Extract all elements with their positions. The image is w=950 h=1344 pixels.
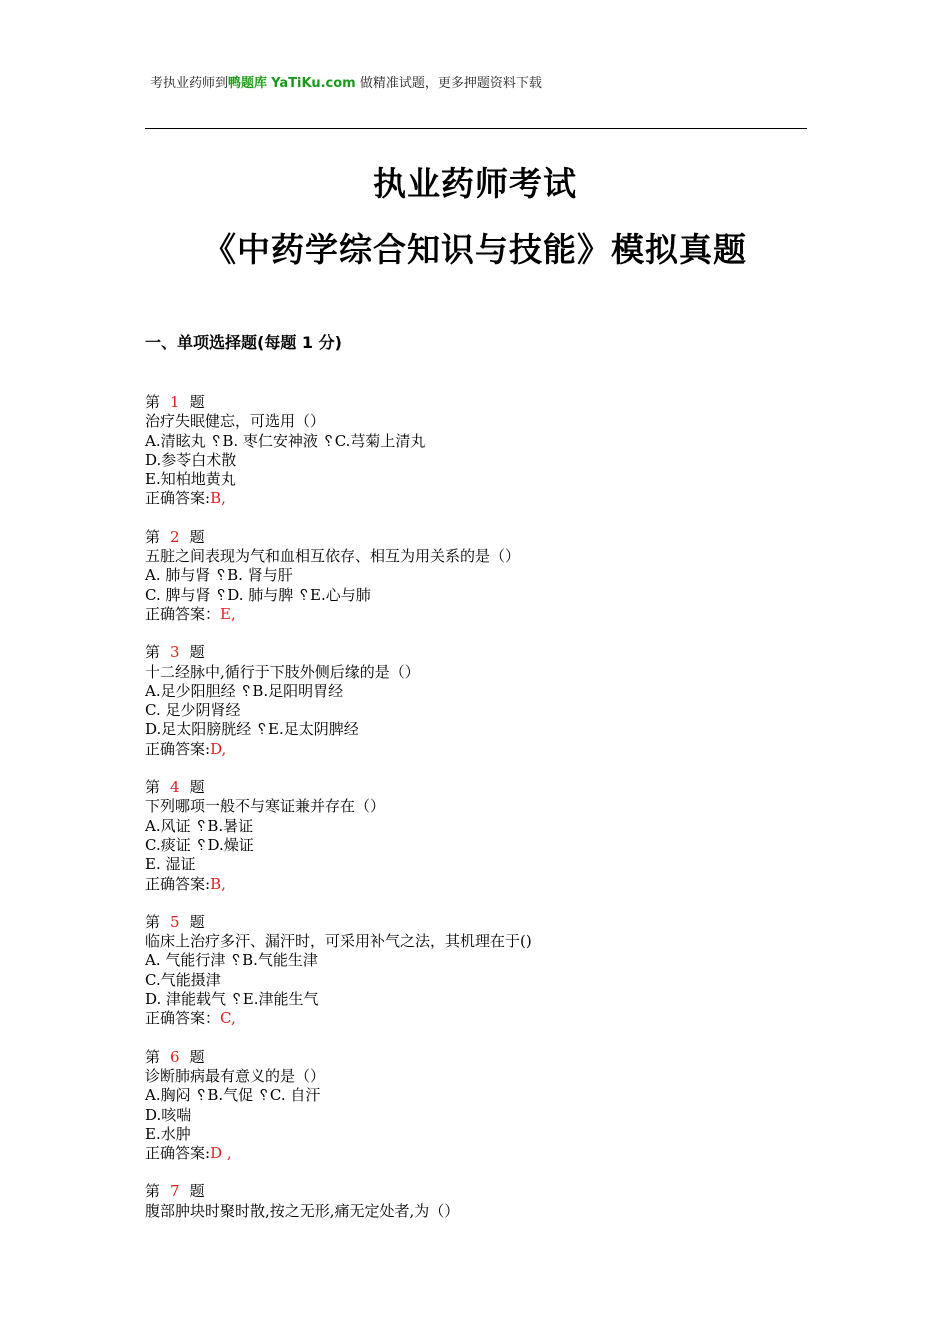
- option-line: A.风证 ␦B.暑证: [145, 816, 254, 835]
- question-number-suffix: 题: [189, 643, 205, 662]
- question-number-prefix: 第: [145, 393, 161, 411]
- question-number-prefix: 第: [145, 1047, 161, 1066]
- question-item: [145, 643, 805, 759]
- document-subtitle: 《中药学综合知识与技能》模拟真题: [203, 230, 747, 269]
- question-number: 4: [170, 778, 180, 797]
- question-item: [145, 778, 805, 894]
- question-number-suffix: 题: [189, 393, 205, 411]
- answer-line: [145, 740, 805, 759]
- question-number-line: [145, 643, 805, 662]
- question-number-line: [145, 1048, 805, 1067]
- question-stem: 临床上治疗多汗、漏汗时，可采用补气之法，其机理在于(): [145, 932, 532, 951]
- question-list: [145, 393, 805, 1240]
- answer-value: E,: [220, 604, 236, 623]
- answer-label: 正确答案:: [145, 1144, 211, 1163]
- question-number-prefix: 第: [145, 912, 161, 931]
- question-number-line: [145, 778, 805, 797]
- question-number: 2: [170, 527, 180, 546]
- option-line: D.咳喘: [145, 1105, 192, 1124]
- question-number-suffix: 题: [189, 1047, 205, 1066]
- question-number-suffix: 题: [189, 912, 205, 931]
- question-number-line: [145, 913, 805, 932]
- question-number-prefix: 第: [145, 527, 161, 546]
- question-item: [145, 913, 805, 1029]
- answer-label: 正确答案：: [145, 1009, 221, 1028]
- answer-value: D ,: [210, 1144, 232, 1163]
- answer-value: D,: [210, 739, 227, 758]
- question-number-suffix: 题: [189, 1182, 205, 1201]
- header-brand: 鸭题库: [228, 76, 268, 91]
- answer-line: [145, 605, 805, 624]
- option-line: A. 气能行津 ␦B.气能生津: [145, 951, 318, 970]
- question-number-line: [145, 528, 805, 547]
- question-stem: 十二经脉中,循行于下肢外侧后缘的是（）: [145, 662, 420, 681]
- answer-line: [145, 875, 805, 894]
- option-line: D.参苓白术散: [145, 450, 237, 469]
- question-number-line: [145, 393, 805, 412]
- question-number: 7: [170, 1182, 180, 1201]
- question-number-suffix: 题: [189, 527, 205, 546]
- option-line: C.气能摄津: [145, 970, 221, 989]
- document-title: 执业药师考试: [373, 164, 577, 203]
- header-prefix: 考执业药师到: [150, 76, 229, 91]
- option-line: E.水肿: [145, 1124, 191, 1143]
- question-number-prefix: 第: [145, 778, 161, 797]
- header-suffix: 做精准试题，更多押题资料下载: [359, 76, 542, 91]
- section-heading: 一、单项选择题(每题 1 分): [145, 333, 342, 352]
- question-item: [145, 528, 805, 624]
- question-item: [145, 1182, 805, 1221]
- option-line: C.痰证 ␦D.燥证: [145, 835, 254, 854]
- question-number-line: [145, 1182, 805, 1201]
- option-line: C. 足少阴肾经: [145, 701, 241, 720]
- option-line: E. 湿证: [145, 855, 196, 874]
- option-line: E.知柏地黄丸: [145, 470, 236, 489]
- option-line: D.足太阳膀胱经 ␦E.足太阴脾经: [145, 720, 359, 739]
- question-number-prefix: 第: [145, 643, 161, 662]
- question-stem: 下列哪项一般不与寒证兼并存在（）: [145, 797, 386, 816]
- option-line: D. 津能载气 ␦E.津能生气: [145, 990, 319, 1009]
- question-item: [145, 393, 805, 509]
- question-number-suffix: 题: [189, 778, 205, 797]
- answer-line: [145, 489, 805, 508]
- header-divider: [145, 128, 807, 129]
- question-item: [145, 1048, 805, 1164]
- answer-value: B,: [210, 874, 226, 893]
- answer-line: [145, 1144, 805, 1163]
- answer-line: [145, 1009, 805, 1028]
- question-number: 1: [170, 393, 180, 411]
- answer-label: 正确答案:: [145, 489, 211, 508]
- answer-value: B,: [210, 489, 226, 508]
- answer-value: C,: [220, 1009, 236, 1028]
- question-number: 3: [170, 643, 180, 662]
- answer-label: 正确答案：: [145, 604, 221, 623]
- option-line: A. 肺与肾 ␦B. 肾与肝: [145, 566, 293, 585]
- option-line: A.胸闷 ␦B.气促 ␦C. 自汗: [145, 1086, 321, 1105]
- page-header: [150, 72, 542, 91]
- question-number: 6: [170, 1047, 180, 1066]
- option-line: A.清眩丸 ␦B. 枣仁安神液 ␦C.芎菊上清丸: [145, 431, 426, 450]
- header-site: YaTiKu.com: [271, 76, 356, 91]
- question-stem: 诊断肺病最有意义的是（）: [145, 1066, 326, 1085]
- question-number: 5: [170, 912, 180, 931]
- answer-label: 正确答案:: [145, 874, 211, 893]
- option-line: C. 脾与肾 ␦D. 肺与脾 ␦E.心与肺: [145, 585, 371, 604]
- question-stem: 五脏之间表现为气和血相互依存、相互为用关系的是（）: [145, 547, 521, 566]
- question-number-prefix: 第: [145, 1182, 161, 1201]
- answer-label: 正确答案:: [145, 739, 211, 758]
- question-stem: 治疗失眠健忘，可选用（）: [145, 412, 326, 431]
- question-stem: 腹部肿块时聚时散,按之无形,痛无定处者,为（）: [145, 1201, 460, 1220]
- option-line: A.足少阳胆经 ␦B.足阳明胃经: [145, 681, 344, 700]
